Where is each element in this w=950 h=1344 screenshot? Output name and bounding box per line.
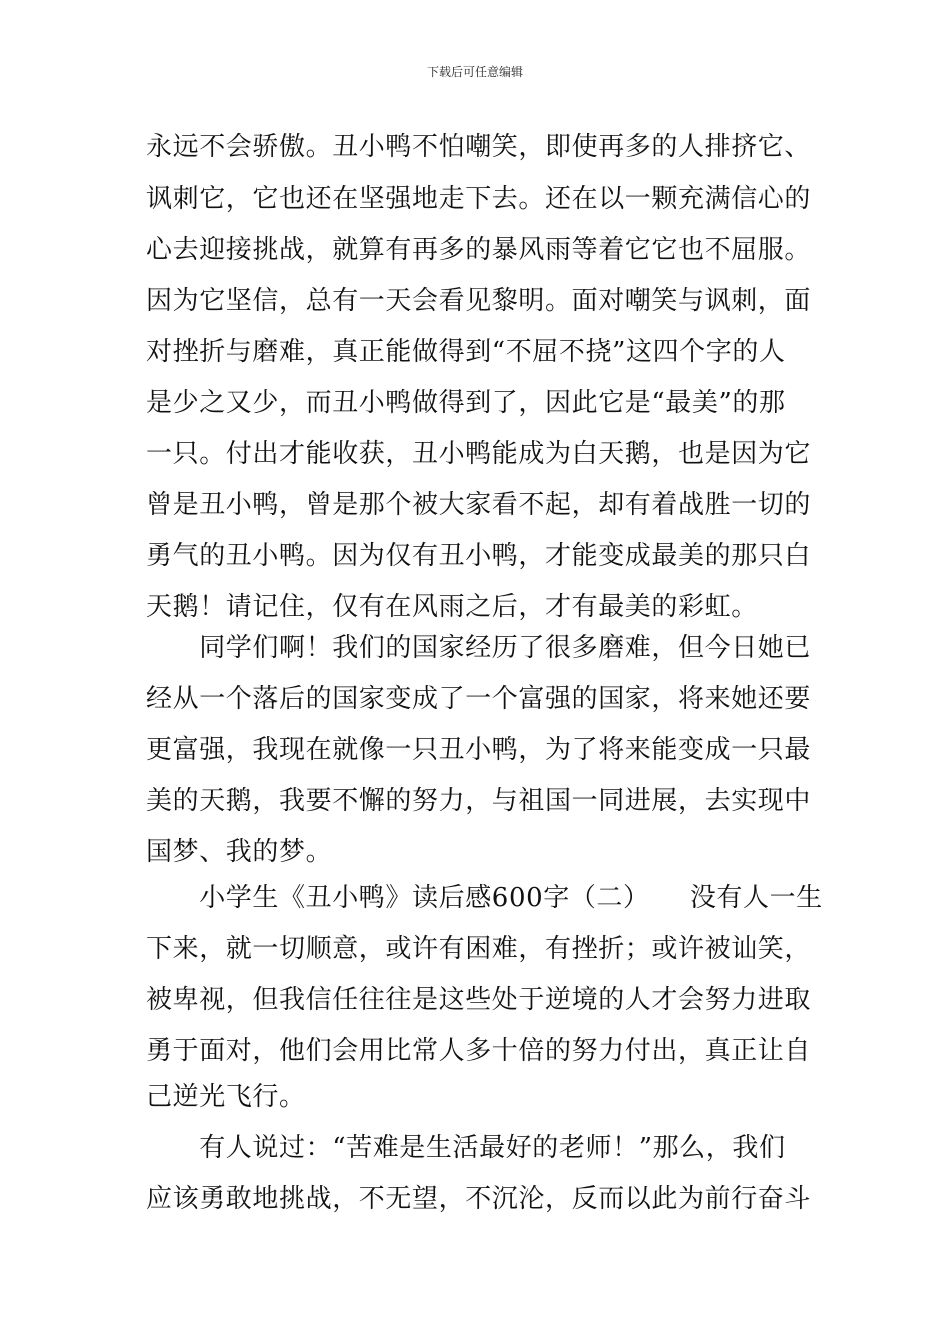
text-line: 对挫折与磨难，真正能做得到“不屈不挠”这四个字的人 bbox=[146, 337, 786, 367]
text-line: 被卑视，但我信任往往是这些处于逆境的人才会努力进取 bbox=[146, 985, 812, 1015]
text-line: 勇气的丑小鸭。因为仅有丑小鸭，才能变成最美的那只白 bbox=[146, 541, 812, 571]
text-line: 同学们啊！我们的国家经历了很多磨难，但今日她已 bbox=[146, 633, 812, 663]
text-line: 心去迎接挑战，就算有再多的暴风雨等着它它也不屈服。 bbox=[146, 235, 812, 265]
text-line: 天鹅！请记住，仅有在风雨之后，才有最美的彩虹。 bbox=[146, 592, 758, 622]
text-line: 勇于面对，他们会用比常人多十倍的努力付出，真正让自 bbox=[146, 1036, 812, 1066]
text-line: 经从一个落后的国家变成了一个富强的国家，将来她还要 bbox=[146, 684, 812, 714]
text-line: 己逆光飞行。 bbox=[146, 1082, 306, 1112]
text-line: 曾是丑小鸭，曾是那个被大家看不起，却有着战胜一切的 bbox=[146, 490, 812, 520]
text-line: 下来，就一切顺意，或许有困难，有挫折；或许被讪笑， bbox=[146, 934, 812, 964]
text-line: 更富强，我现在就像一只丑小鸭，为了将来能变成一只最 bbox=[146, 735, 812, 765]
text-line: 一只。付出才能收获，丑小鸭能成为白天鹅，也是因为它 bbox=[146, 439, 812, 469]
text-line: 因为它坚信，总有一天会看见黎明。面对嘲笑与讽刺，面 bbox=[146, 286, 812, 316]
text-line: 国梦、我的梦。 bbox=[146, 837, 333, 867]
text-line: 美的天鹅，我要不懈的努力，与祖国一同进展，去实现中 bbox=[146, 786, 812, 816]
page-header: 下载后可任意编辑 bbox=[426, 65, 523, 79]
text-line: 有人说过：“苦难是生活最好的老师！”那么，我们 bbox=[146, 1133, 786, 1163]
text-line: 永远不会骄傲。丑小鸭不怕嘲笑，即使再多的人排挤它、 bbox=[146, 132, 812, 162]
text-line: 小学生《丑小鸭》读后感600字（二） 没有人一生 bbox=[146, 883, 823, 913]
text-line: 应该勇敢地挑战，不无望，不沉沦，反而以此为前行奋斗 bbox=[146, 1184, 812, 1214]
text-line: 是少之又少，而丑小鸭做得到了，因此它是“最美”的那 bbox=[146, 388, 786, 418]
text-line: 讽刺它，它也还在坚强地走下去。还在以一颗充满信心的 bbox=[146, 184, 812, 214]
